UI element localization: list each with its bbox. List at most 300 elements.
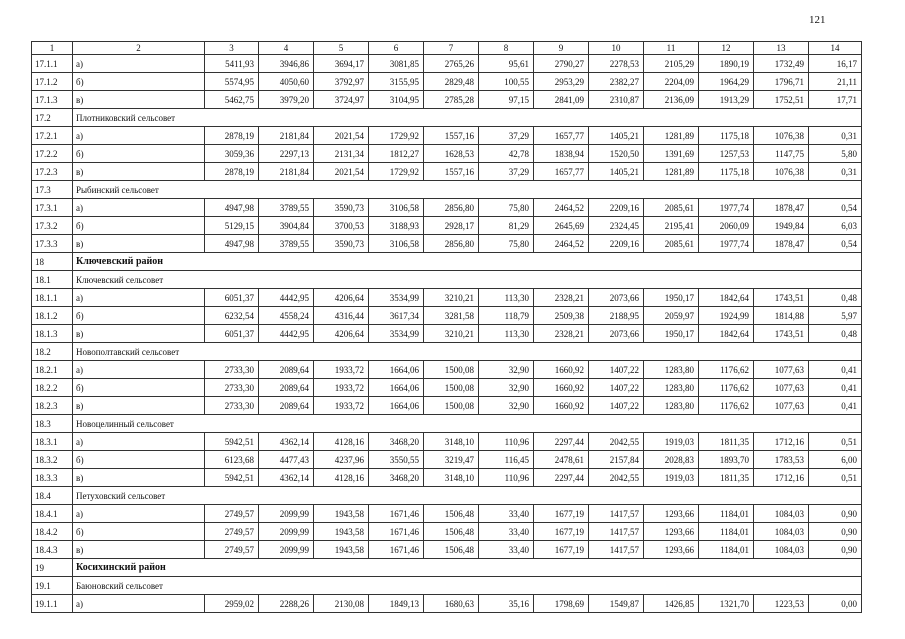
row-code: 17.3.3: [32, 235, 73, 253]
table-row: [32, 73, 862, 91]
value-cell: 4362,14: [259, 433, 314, 451]
value-cell: 2959,02: [205, 595, 259, 613]
value-cell: 4316,44: [314, 307, 369, 325]
tariff-table: [31, 41, 862, 613]
value-cell: 1293,66: [644, 541, 699, 559]
value-cell: 4947,98: [205, 235, 259, 253]
value-cell: 2288,26: [259, 595, 314, 613]
value-cell: 2195,41: [644, 217, 699, 235]
section-code: 18.2: [32, 343, 73, 361]
value-cell: 2328,21: [534, 325, 589, 343]
value-cell: 1407,22: [589, 397, 644, 415]
value-cell: 2278,53: [589, 55, 644, 73]
value-cell: 1223,53: [754, 595, 809, 613]
value-cell: 95,61: [479, 55, 534, 73]
value-cell: 1924,99: [699, 307, 754, 325]
value-cell: 2953,29: [534, 73, 589, 91]
value-cell: 3106,58: [369, 199, 424, 217]
value-cell: 2021,54: [314, 163, 369, 181]
row-code: 17.3.2: [32, 217, 73, 235]
value-cell: 32,90: [479, 361, 534, 379]
council-title: Ключевский сельсовет: [73, 271, 862, 289]
value-cell: 1084,03: [754, 505, 809, 523]
value-cell: 1176,62: [699, 361, 754, 379]
value-cell: 0,90: [809, 523, 862, 541]
value-cell: 1076,38: [754, 163, 809, 181]
value-cell: 1913,29: [699, 91, 754, 109]
value-cell: 3081,85: [369, 55, 424, 73]
row-code: 18.4.3: [32, 541, 73, 559]
value-cell: 2733,30: [205, 379, 259, 397]
council-row: [32, 415, 862, 433]
value-cell: 42,78: [479, 145, 534, 163]
value-cell: 1933,72: [314, 379, 369, 397]
value-cell: 2085,61: [644, 235, 699, 253]
value-cell: 5,80: [809, 145, 862, 163]
value-cell: 2297,44: [534, 469, 589, 487]
row-subitem: а): [73, 595, 205, 613]
council-title: Новополтавский сельсовет: [73, 343, 862, 361]
value-cell: 1293,66: [644, 505, 699, 523]
value-cell: 1677,19: [534, 541, 589, 559]
row-code: 18.2.3: [32, 397, 73, 415]
row-subitem: а): [73, 199, 205, 217]
value-cell: 17,71: [809, 91, 862, 109]
value-cell: 4947,98: [205, 199, 259, 217]
value-cell: 1657,77: [534, 127, 589, 145]
value-cell: 1838,94: [534, 145, 589, 163]
value-cell: 1391,69: [644, 145, 699, 163]
value-cell: 2928,17: [424, 217, 479, 235]
value-cell: 1814,88: [754, 307, 809, 325]
column-header: 9: [534, 42, 589, 55]
value-cell: 4206,64: [314, 325, 369, 343]
value-cell: 1752,51: [754, 91, 809, 109]
table-row: [32, 469, 862, 487]
row-subitem: в): [73, 163, 205, 181]
council-title: Новоцелинный сельсовет: [73, 415, 862, 433]
value-cell: 1933,72: [314, 397, 369, 415]
row-code: 17.3.1: [32, 199, 73, 217]
value-cell: 33,40: [479, 523, 534, 541]
table-row: [32, 379, 862, 397]
row-code: 17.2.1: [32, 127, 73, 145]
value-cell: 2089,64: [259, 361, 314, 379]
value-cell: 1281,89: [644, 127, 699, 145]
table-row: [32, 397, 862, 415]
value-cell: 1657,77: [534, 163, 589, 181]
value-cell: 1811,35: [699, 433, 754, 451]
column-header: 2: [73, 42, 205, 55]
row-code: 17.2.2: [32, 145, 73, 163]
value-cell: 2060,09: [699, 217, 754, 235]
district-title: Ключевский район: [73, 253, 862, 271]
value-cell: 1506,48: [424, 523, 479, 541]
value-cell: 4558,24: [259, 307, 314, 325]
column-header: 10: [589, 42, 644, 55]
row-subitem: в): [73, 235, 205, 253]
row-code: 17.1.2: [32, 73, 73, 91]
value-cell: 3534,99: [369, 325, 424, 343]
value-cell: 2297,44: [534, 433, 589, 451]
value-cell: 1664,06: [369, 397, 424, 415]
value-cell: 2188,95: [589, 307, 644, 325]
table-row: [32, 289, 862, 307]
row-code: 18.2.1: [32, 361, 73, 379]
value-cell: 1977,74: [699, 199, 754, 217]
value-cell: 37,29: [479, 163, 534, 181]
value-cell: 1664,06: [369, 379, 424, 397]
value-cell: 1950,17: [644, 325, 699, 343]
council-title: Плотниковский сельсовет: [73, 109, 862, 127]
column-header: 1: [32, 42, 73, 55]
value-cell: 1660,92: [534, 361, 589, 379]
value-cell: 1842,64: [699, 289, 754, 307]
value-cell: 2204,09: [644, 73, 699, 91]
table-row: [32, 433, 862, 451]
value-cell: 75,80: [479, 235, 534, 253]
value-cell: 3789,55: [259, 199, 314, 217]
value-cell: 0,90: [809, 505, 862, 523]
value-cell: 6,03: [809, 217, 862, 235]
value-cell: 97,15: [479, 91, 534, 109]
value-cell: 1943,58: [314, 541, 369, 559]
value-cell: 1878,47: [754, 235, 809, 253]
value-cell: 3059,36: [205, 145, 259, 163]
table-row: [32, 55, 862, 73]
value-cell: 4128,16: [314, 469, 369, 487]
value-cell: 5942,51: [205, 469, 259, 487]
value-cell: 1175,18: [699, 163, 754, 181]
value-cell: 3700,53: [314, 217, 369, 235]
value-cell: 2856,80: [424, 199, 479, 217]
value-cell: 81,29: [479, 217, 534, 235]
value-cell: 32,90: [479, 397, 534, 415]
value-cell: 33,40: [479, 541, 534, 559]
value-cell: 1671,46: [369, 541, 424, 559]
value-cell: 1407,22: [589, 361, 644, 379]
table-row: [32, 541, 862, 559]
value-cell: 2089,64: [259, 379, 314, 397]
value-cell: 2790,27: [534, 55, 589, 73]
section-code: 19.1: [32, 577, 73, 595]
value-cell: 1943,58: [314, 523, 369, 541]
value-cell: 2073,66: [589, 325, 644, 343]
row-subitem: в): [73, 325, 205, 343]
value-cell: 3590,73: [314, 199, 369, 217]
value-cell: 1077,63: [754, 379, 809, 397]
value-cell: 2464,52: [534, 199, 589, 217]
row-subitem: а): [73, 433, 205, 451]
value-cell: 0,41: [809, 397, 862, 415]
row-subitem: б): [73, 73, 205, 91]
value-cell: 3946,86: [259, 55, 314, 73]
value-cell: 2310,87: [589, 91, 644, 109]
value-cell: 1283,80: [644, 379, 699, 397]
value-cell: 113,30: [479, 325, 534, 343]
value-cell: 3590,73: [314, 235, 369, 253]
value-cell: 32,90: [479, 379, 534, 397]
value-cell: 1417,57: [589, 505, 644, 523]
value-cell: 2209,16: [589, 199, 644, 217]
value-cell: 2099,99: [259, 523, 314, 541]
value-cell: 113,30: [479, 289, 534, 307]
council-row: [32, 487, 862, 505]
value-cell: 2841,09: [534, 91, 589, 109]
row-subitem: а): [73, 55, 205, 73]
value-cell: 2878,19: [205, 127, 259, 145]
row-subitem: б): [73, 307, 205, 325]
value-cell: 110,96: [479, 469, 534, 487]
value-cell: 3534,99: [369, 289, 424, 307]
column-header: 11: [644, 42, 699, 55]
value-cell: 3104,95: [369, 91, 424, 109]
section-code: 19: [32, 559, 73, 577]
row-subitem: б): [73, 451, 205, 469]
value-cell: 0,51: [809, 469, 862, 487]
value-cell: 2765,26: [424, 55, 479, 73]
value-cell: 4050,60: [259, 73, 314, 91]
council-row: [32, 181, 862, 199]
row-code: 18.3.2: [32, 451, 73, 469]
value-cell: 1849,13: [369, 595, 424, 613]
council-title: Петуховский сельсовет: [73, 487, 862, 505]
value-cell: 118,79: [479, 307, 534, 325]
value-cell: 2059,97: [644, 307, 699, 325]
council-row: [32, 577, 862, 595]
row-code: 17.1.1: [32, 55, 73, 73]
value-cell: 1405,21: [589, 163, 644, 181]
value-cell: 1417,57: [589, 523, 644, 541]
value-cell: 2181,84: [259, 127, 314, 145]
value-cell: 0,41: [809, 361, 862, 379]
value-cell: 2856,80: [424, 235, 479, 253]
row-code: 18.3.1: [32, 433, 73, 451]
value-cell: 4477,43: [259, 451, 314, 469]
table-row: [32, 163, 862, 181]
council-title: Баюновский сельсовет: [73, 577, 862, 595]
row-code: 17.2.3: [32, 163, 73, 181]
value-cell: 0,41: [809, 379, 862, 397]
value-cell: 1671,46: [369, 523, 424, 541]
value-cell: 5942,51: [205, 433, 259, 451]
value-cell: 1732,49: [754, 55, 809, 73]
column-header: 8: [479, 42, 534, 55]
value-cell: 2136,09: [644, 91, 699, 109]
value-cell: 1557,16: [424, 163, 479, 181]
value-cell: 1964,29: [699, 73, 754, 91]
value-cell: 2099,99: [259, 505, 314, 523]
column-header: 4: [259, 42, 314, 55]
value-cell: 2021,54: [314, 127, 369, 145]
value-cell: 1933,72: [314, 361, 369, 379]
row-code: 19.1.1: [32, 595, 73, 613]
value-cell: 0,48: [809, 325, 862, 343]
value-cell: 1405,21: [589, 127, 644, 145]
council-row: [32, 271, 862, 289]
row-subitem: б): [73, 379, 205, 397]
value-cell: 1812,27: [369, 145, 424, 163]
table-row: [32, 235, 862, 253]
council-row: [32, 343, 862, 361]
value-cell: 2105,29: [644, 55, 699, 73]
value-cell: 1557,16: [424, 127, 479, 145]
council-row: [32, 109, 862, 127]
row-subitem: в): [73, 541, 205, 559]
value-cell: 2749,57: [205, 523, 259, 541]
value-cell: 0,54: [809, 199, 862, 217]
district-title: Косихинский район: [73, 559, 862, 577]
row-subitem: в): [73, 469, 205, 487]
value-cell: 3904,84: [259, 217, 314, 235]
value-cell: 1283,80: [644, 361, 699, 379]
value-cell: 1664,06: [369, 361, 424, 379]
value-cell: 1949,84: [754, 217, 809, 235]
row-code: 18.1.2: [32, 307, 73, 325]
value-cell: 3550,55: [369, 451, 424, 469]
value-cell: 3219,47: [424, 451, 479, 469]
value-cell: 1500,08: [424, 397, 479, 415]
value-cell: 1890,19: [699, 55, 754, 73]
value-cell: 3792,97: [314, 73, 369, 91]
value-cell: 2509,38: [534, 307, 589, 325]
value-cell: 2733,30: [205, 397, 259, 415]
section-code: 18: [32, 253, 73, 271]
value-cell: 33,40: [479, 505, 534, 523]
column-header: 5: [314, 42, 369, 55]
value-cell: 3210,21: [424, 325, 479, 343]
row-subitem: б): [73, 217, 205, 235]
value-cell: 1257,53: [699, 145, 754, 163]
value-cell: 4442,95: [259, 289, 314, 307]
row-code: 18.1.3: [32, 325, 73, 343]
row-subitem: а): [73, 289, 205, 307]
value-cell: 0,54: [809, 235, 862, 253]
row-code: 18.1.1: [32, 289, 73, 307]
value-cell: 1184,01: [699, 505, 754, 523]
value-cell: 1426,85: [644, 595, 699, 613]
value-cell: 35,16: [479, 595, 534, 613]
value-cell: 3979,20: [259, 91, 314, 109]
header-row: [32, 42, 862, 55]
value-cell: 3188,93: [369, 217, 424, 235]
value-cell: 1712,16: [754, 469, 809, 487]
value-cell: 1628,53: [424, 145, 479, 163]
value-cell: 1842,64: [699, 325, 754, 343]
value-cell: 2042,55: [589, 433, 644, 451]
value-cell: 0,48: [809, 289, 862, 307]
value-cell: 0,31: [809, 163, 862, 181]
value-cell: 116,45: [479, 451, 534, 469]
table-row: [32, 595, 862, 613]
value-cell: 2464,52: [534, 235, 589, 253]
value-cell: 2130,08: [314, 595, 369, 613]
value-cell: 3148,10: [424, 433, 479, 451]
value-cell: 3155,95: [369, 73, 424, 91]
value-cell: 4128,16: [314, 433, 369, 451]
value-cell: 1729,92: [369, 127, 424, 145]
value-cell: 6123,68: [205, 451, 259, 469]
value-cell: 2785,28: [424, 91, 479, 109]
value-cell: 5,97: [809, 307, 862, 325]
value-cell: 3468,20: [369, 433, 424, 451]
value-cell: 2181,84: [259, 163, 314, 181]
value-cell: 4237,96: [314, 451, 369, 469]
value-cell: 2749,57: [205, 541, 259, 559]
table-body: [32, 42, 862, 613]
value-cell: 1176,62: [699, 379, 754, 397]
row-subitem: б): [73, 145, 205, 163]
column-header: 12: [699, 42, 754, 55]
column-header: 6: [369, 42, 424, 55]
row-code: 18.4.1: [32, 505, 73, 523]
row-code: 17.1.3: [32, 91, 73, 109]
value-cell: 2829,48: [424, 73, 479, 91]
value-cell: 3617,34: [369, 307, 424, 325]
value-cell: 3210,21: [424, 289, 479, 307]
value-cell: 2328,21: [534, 289, 589, 307]
value-cell: 1084,03: [754, 523, 809, 541]
value-cell: 5462,75: [205, 91, 259, 109]
value-cell: 5129,15: [205, 217, 259, 235]
value-cell: 1321,70: [699, 595, 754, 613]
value-cell: 0,00: [809, 595, 862, 613]
value-cell: 1407,22: [589, 379, 644, 397]
value-cell: 1184,01: [699, 523, 754, 541]
value-cell: 1878,47: [754, 199, 809, 217]
table-row: [32, 523, 862, 541]
value-cell: 3468,20: [369, 469, 424, 487]
table-row: [32, 307, 862, 325]
column-header: 13: [754, 42, 809, 55]
value-cell: 1184,01: [699, 541, 754, 559]
value-cell: 37,29: [479, 127, 534, 145]
value-cell: 1506,48: [424, 505, 479, 523]
value-cell: 2028,83: [644, 451, 699, 469]
column-header: 7: [424, 42, 479, 55]
value-cell: 2324,45: [589, 217, 644, 235]
value-cell: 2089,64: [259, 397, 314, 415]
value-cell: 2131,34: [314, 145, 369, 163]
value-cell: 1084,03: [754, 541, 809, 559]
row-subitem: б): [73, 523, 205, 541]
table-row: [32, 91, 862, 109]
value-cell: 1076,38: [754, 127, 809, 145]
section-code: 17.3: [32, 181, 73, 199]
value-cell: 5411,93: [205, 55, 259, 73]
section-code: 18.1: [32, 271, 73, 289]
value-cell: 1677,19: [534, 523, 589, 541]
row-code: 18.2.2: [32, 379, 73, 397]
value-cell: 1176,62: [699, 397, 754, 415]
council-title: Рыбинский сельсовет: [73, 181, 862, 199]
value-cell: 3789,55: [259, 235, 314, 253]
value-cell: 0,31: [809, 127, 862, 145]
value-cell: 1811,35: [699, 469, 754, 487]
value-cell: 1147,75: [754, 145, 809, 163]
value-cell: 1798,69: [534, 595, 589, 613]
value-cell: 6051,37: [205, 289, 259, 307]
value-cell: 6,00: [809, 451, 862, 469]
row-subitem: а): [73, 361, 205, 379]
value-cell: 110,96: [479, 433, 534, 451]
value-cell: 1283,80: [644, 397, 699, 415]
district-row: [32, 559, 862, 577]
value-cell: 2749,57: [205, 505, 259, 523]
value-cell: 6051,37: [205, 325, 259, 343]
value-cell: 1950,17: [644, 289, 699, 307]
value-cell: 1919,03: [644, 433, 699, 451]
